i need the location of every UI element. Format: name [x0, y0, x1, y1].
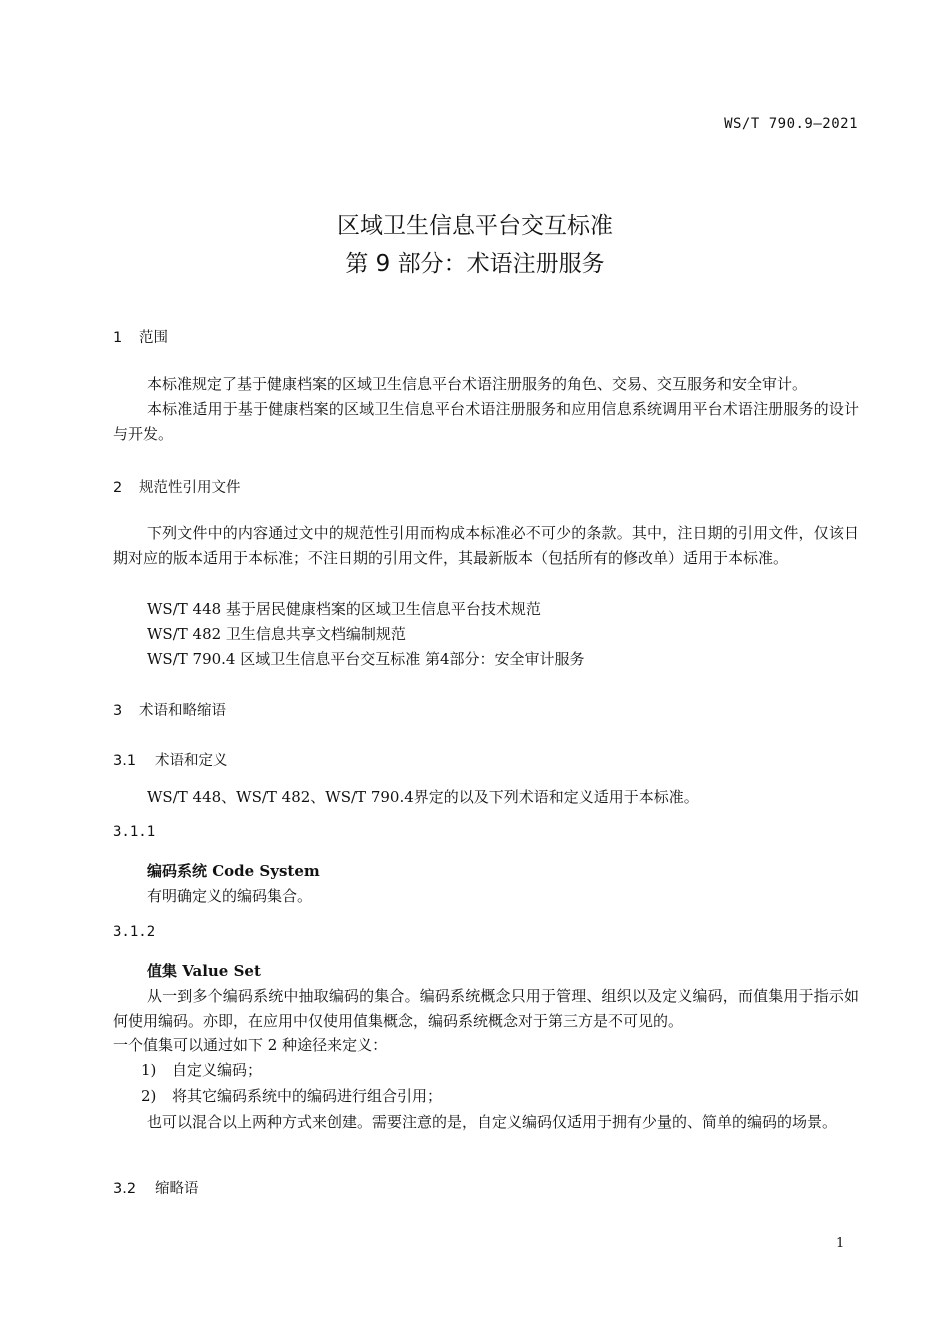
section-title: 范围: [139, 330, 168, 346]
term-number: 3.1.1: [113, 824, 156, 840]
document-code: WS/T 790.9—2021: [724, 116, 858, 132]
list-marker: 1): [141, 1061, 157, 1079]
term-title: [147, 960, 261, 981]
section-heading-3: [113, 699, 226, 720]
section-title: 术语和略缩语: [139, 703, 226, 719]
normative-reference: WS/T 482 卫生信息共享文档编制规范: [147, 625, 406, 643]
section-heading-3-2: [113, 1177, 199, 1198]
term-name: 编码系统 Code System: [147, 862, 320, 880]
section-number: 2: [113, 480, 123, 496]
paragraph: 下列文件中的内容通过文中的规范性引用而构成本标准必不可少的条款。其中，注日期的引用文件，仅该日期对应的版本适用于本标准；不注日期的引用文件，其最新版本（包括所有的修改单）适用于本标准。: [113, 524, 859, 567]
paragraph: 本标准规定了基于健康档案的区域卫生信息平台术语注册服务的角色、交易、交互服务和安全审计。: [147, 375, 808, 393]
list-text: 自定义编码；: [172, 1061, 263, 1079]
section-number: 3: [113, 703, 123, 719]
section-heading-1: [113, 326, 168, 347]
section-number: 3.1: [113, 753, 137, 769]
term-definition: 有明确定义的编码集合。: [147, 887, 313, 905]
section-title: 规范性引用文件: [139, 480, 241, 496]
document-title: 区域卫生信息平台交互标准: [337, 213, 613, 239]
section-title: 缩略语: [155, 1181, 199, 1197]
list-marker: 2): [141, 1087, 157, 1105]
paragraph: 一个值集可以通过如下 2 种途径来定义：: [113, 1036, 388, 1054]
list-item: [141, 1085, 442, 1106]
document-subtitle: 第 9 部分：术语注册服务: [345, 251, 605, 277]
term-definition: 从一到多个编码系统中抽取编码的集合。编码系统概念只用于管理、组织以及定义编码，而值集用于指示如何使用编码。亦即，在应用中仅使用值集概念，编码系统概念对于第三方是不可见的。: [113, 987, 859, 1030]
page-number: 1: [836, 1236, 845, 1251]
section-number: 3.2: [113, 1181, 137, 1197]
paragraph: WS/T 448、WS/T 482、WS/T 790.4界定的以及下列术语和定义适用于本标准。: [147, 788, 699, 806]
term-title: [147, 860, 320, 881]
normative-reference: WS/T 448 基于居民健康档案的区域卫生信息平台技术规范: [147, 600, 541, 618]
paragraph: 本标准适用于基于健康档案的区域卫生信息平台术语注册服务和应用信息系统调用平台术语注册服务的设计与开发。: [113, 400, 859, 443]
section-heading-3-1: [113, 749, 228, 770]
section-heading-2: [113, 476, 241, 497]
normative-reference: WS/T 790.4 区域卫生信息平台交互标准 第4部分：安全审计服务: [147, 650, 585, 668]
section-title: 术语和定义: [155, 753, 228, 769]
term-number: 3.1.2: [113, 924, 156, 940]
section-number: 1: [113, 330, 123, 346]
paragraph: 也可以混合以上两种方式来创建。需要注意的是，自定义编码仅适用于拥有少量的、简单的编码的场景。: [147, 1113, 838, 1131]
term-name: 值集 Value Set: [147, 962, 261, 980]
list-item: [141, 1059, 262, 1080]
list-text: 将其它编码系统中的编码进行组合引用；: [172, 1087, 443, 1105]
